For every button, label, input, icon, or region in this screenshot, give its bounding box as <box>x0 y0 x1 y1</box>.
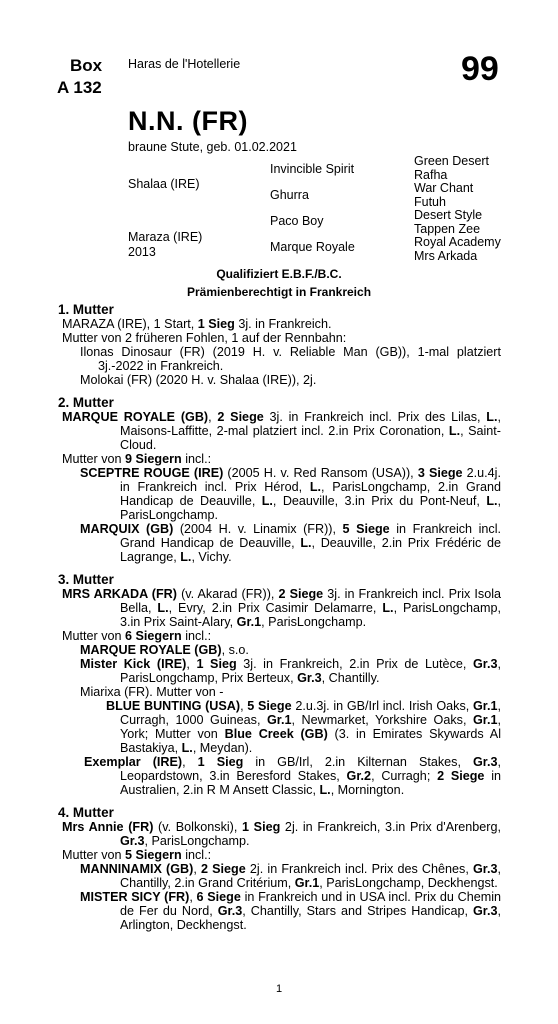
qualification-france: Prämienberechtigt in Frankreich <box>186 285 372 299</box>
entry-text: in Frankreich incl. Grand Handicap de Deauville, <box>120 522 501 550</box>
horse-description: braune Stute, geb. 01.02.2021 <box>128 140 297 154</box>
emphasis-text: Gr.1 <box>266 713 292 727</box>
entry-text: , Chantilly. <box>321 671 380 685</box>
family-entry <box>58 629 501 643</box>
entry-text: (2004 H. v. Linamix (FR)), <box>173 522 343 536</box>
pedigree-gen3-entry: Rafha <box>414 167 448 182</box>
entry-text: , Mornington. <box>330 783 405 797</box>
entry-text: , ParisLongchamp. <box>261 615 367 629</box>
section-title: 4. Mutter <box>58 805 114 820</box>
entry-text: , ParisLongchamp, Deckhengst. <box>319 876 498 890</box>
emphasis-text: 2 Siege <box>437 769 485 783</box>
emphasis-text: L. <box>486 410 498 424</box>
entry-text: , s.o. <box>221 643 249 657</box>
entry-text: Miarixa (FR). Mutter von - <box>80 685 224 699</box>
entry-text: in GB/Irl, 2.in Kilternan Stakes, <box>243 755 473 769</box>
family-entry <box>58 643 501 657</box>
emphasis-text: MARQUIX (GB) <box>80 522 174 536</box>
emphasis-text: Mrs Annie (FR) <box>62 820 154 834</box>
entry-text: 3j. in Frankreich incl. Prix des Lilas, <box>263 410 487 424</box>
section-gap <box>58 564 501 573</box>
pedigree-gen3-entry: Mrs Arkada <box>414 248 478 263</box>
entry-text: , <box>186 657 197 671</box>
family-entry <box>58 466 501 522</box>
entry-text: incl.: <box>181 452 212 466</box>
family-entry <box>58 699 501 755</box>
family-entry <box>58 410 501 452</box>
emphasis-text: Gr.3 <box>297 671 322 685</box>
entry-text: (3. in Emirates Skywards Al Bastakiya, <box>120 727 501 755</box>
emphasis-text: Exemplar (IRE) <box>84 755 183 769</box>
page-number: 1 <box>275 983 283 995</box>
entry-text: incl.: <box>181 848 212 862</box>
pedigree-dam-year: 2013 <box>128 245 156 259</box>
entry-text: Molokai (FR) (2020 H. v. Shalaa (IRE)), 2j. <box>80 373 317 387</box>
emphasis-text: L. <box>261 494 273 508</box>
section-title: 1. Mutter <box>58 302 114 317</box>
emphasis-text: 6 Siege <box>196 890 241 904</box>
emphasis-text: L. <box>319 783 331 797</box>
entry-text: , Maisons-Laffitte, 2-mal platziert incl. 2.in Prix Coronation, <box>120 410 501 438</box>
section-title: 3. Mutter <box>58 572 114 587</box>
entry-text: Mutter von <box>62 629 125 643</box>
entry-text: , Newmarket, Yorkshire Oaks, <box>291 713 473 727</box>
emphasis-text: L. <box>157 601 169 615</box>
family-entry <box>58 657 501 685</box>
entry-text: Mutter von <box>62 848 125 862</box>
family-entry <box>58 452 501 466</box>
breeder-name: Haras de l'Hotellerie <box>128 57 241 71</box>
emphasis-text: Gr.1 <box>236 615 262 629</box>
family-details <box>58 303 501 932</box>
emphasis-text: MANNINAMIX (GB) <box>80 862 194 876</box>
pedigree-dam-sire: Paco Boy <box>270 214 324 228</box>
emphasis-text: Gr.3 <box>473 904 498 918</box>
pedigree-sire: Shalaa (IRE) <box>128 177 200 191</box>
entry-text: , <box>193 862 201 876</box>
emphasis-text: Gr.2 <box>346 769 372 783</box>
emphasis-text: Gr.3 <box>217 904 243 918</box>
entry-text: 3j. in Frankreich. <box>234 317 332 331</box>
pedigree-sire-sire: Invincible Spirit <box>270 162 355 176</box>
emphasis-text: Gr.3 <box>472 657 498 671</box>
family-entry <box>58 331 501 345</box>
emphasis-text: 1 Sieg <box>242 820 281 834</box>
pedigree-sire-dam: Ghurra <box>270 188 309 202</box>
entry-text: 3j. in Frankreich incl. Prix Isola Bella, <box>120 587 501 615</box>
entry-text: in Frankreich und in USA incl. Prix du Chemin de Fer du Nord, <box>120 890 501 918</box>
family-entry <box>58 862 501 890</box>
emphasis-text: MRS ARKADA (FR) <box>62 587 177 601</box>
entry-text: , Deauville, 2.in Prix Frédéric de Lagrange, <box>120 536 501 564</box>
entry-text: , Deauville, 3.in Prix du Pont-Neuf, <box>272 494 487 508</box>
family-entry <box>58 373 501 387</box>
emphasis-text: 3 Siege <box>417 466 463 480</box>
emphasis-text: 5 Siegern <box>125 848 182 862</box>
entry-text: , Curragh, 1000 Guineas, <box>120 699 502 727</box>
emphasis-text: 5 Siege <box>247 699 292 713</box>
emphasis-text: 1 Sieg <box>196 657 237 671</box>
pedigree-gen3 <box>414 155 501 263</box>
entry-text: , Chantilly, Stars and Stripes Handicap, <box>242 904 473 918</box>
entry-text: 2j. in Frankreich incl. Prix des Chênes, <box>245 862 473 876</box>
lot-number: 99 <box>461 50 499 88</box>
emphasis-text: 2 Siege <box>200 862 246 876</box>
pedigree-gen3-entry: Desert Style <box>414 208 483 222</box>
emphasis-text: MARQUE ROYALE (GB) <box>80 643 222 657</box>
emphasis-text: SCEPTRE ROUGE (IRE) <box>80 466 224 480</box>
entry-text: , <box>189 890 197 904</box>
emphasis-text: L. <box>382 601 394 615</box>
emphasis-text: Gr.1 <box>473 699 498 713</box>
section-gap <box>58 387 501 396</box>
horse-name: N.N. (FR) <box>128 106 248 136</box>
entry-text: , ParisLongchamp. <box>144 834 250 848</box>
emphasis-text: L. <box>309 480 322 494</box>
entry-text: , ParisLongchamp. <box>120 494 502 522</box>
entry-text: (2005 H. v. Red Ransom (USA)), <box>223 466 418 480</box>
entry-text: , <box>208 410 218 424</box>
entry-text: , Arlington, Deckhengst. <box>120 904 502 932</box>
emphasis-text: L. <box>300 536 312 550</box>
entry-text: 2.u.4j. in Frankreich incl. Prix Hérod, <box>120 466 501 494</box>
entry-text: incl.: <box>181 629 212 643</box>
emphasis-text: Gr.1 <box>294 876 320 890</box>
emphasis-text: Gr.3 <box>472 755 498 769</box>
emphasis-text: 2 Siege <box>217 410 264 424</box>
emphasis-text: MARQUE ROYALE (GB) <box>62 410 209 424</box>
entry-text: , <box>182 755 198 769</box>
section-title: 2. Mutter <box>58 395 114 410</box>
box-number: A 132 <box>57 78 102 97</box>
emphasis-text: 6 Siegern <box>125 629 182 643</box>
entry-text: , Meydan). <box>192 741 253 755</box>
entry-text: , Vichy. <box>191 550 232 564</box>
pedigree-gen3-entry: Green Desert <box>414 154 490 168</box>
entry-text: , <box>240 699 248 713</box>
emphasis-text: 2 Siege <box>278 587 324 601</box>
family-entry <box>58 317 501 331</box>
pedigree-dam-dam: Marque Royale <box>270 240 355 254</box>
entry-text: Ilonas Dinosaur (FR) (2019 H. v. Reliable Man (GB)), 1-mal platziert 3j.-2022 in Frankreich. <box>80 345 501 373</box>
entry-text: Mutter von 2 früheren Fohlen, 1 auf der Rennbahn: <box>62 331 347 345</box>
section-gap <box>58 797 501 806</box>
family-entry <box>58 345 501 373</box>
entry-text: 2.u.3j. in GB/Irl incl. Irish Oaks, <box>291 699 473 713</box>
family-entry <box>58 890 501 932</box>
pedigree-gen3-entry: Futuh <box>414 194 446 209</box>
family-entry <box>58 820 501 848</box>
entry-text: in Australien, 2.in R M Ansett Classic, <box>120 769 501 797</box>
emphasis-text: L. <box>180 550 192 564</box>
entry-text: , ParisLongchamp, Prix Berteux, <box>120 657 501 685</box>
entry-text: 3j. in Frankreich, 2.in Prix de Lutèce, <box>236 657 473 671</box>
family-entry <box>58 685 501 699</box>
pedigree-gen3-entry: Tappen Zee <box>414 221 481 236</box>
emphasis-text: Gr.3 <box>120 834 145 848</box>
emphasis-text: L. <box>486 494 498 508</box>
entry-text: 2j. in Frankreich, 3.in Prix d'Arenberg, <box>280 820 501 834</box>
entry-text: (v. Akarad (FR)), <box>176 587 279 601</box>
pedigree-dam: Maraza (IRE) <box>128 230 203 244</box>
entry-text: Mutter von <box>62 452 125 466</box>
entry-text: , Chantilly, 2.in Grand Critérium, <box>120 862 502 890</box>
entry-text: , Leopardstown, 3.in Beresford Stakes, <box>120 755 501 783</box>
emphasis-text: Gr.3 <box>473 862 498 876</box>
entry-text: , Evry, 2.in Prix Casimir Delamarre, <box>168 601 383 615</box>
emphasis-text: 1 Sieg <box>197 317 235 331</box>
emphasis-text: 5 Siege <box>342 522 390 536</box>
emphasis-text: L. <box>181 741 193 755</box>
family-entry <box>58 848 501 862</box>
emphasis-text: Blue Creek (GB) <box>224 727 328 741</box>
emphasis-text: MISTER SICY (FR) <box>80 890 190 904</box>
qualification-ebf: Qualifiziert E.B.F./B.C. <box>216 267 342 281</box>
entry-text: MARAZA (IRE), 1 Start, <box>62 317 198 331</box>
emphasis-text: 1 Sieg <box>197 755 244 769</box>
family-entry <box>58 587 501 629</box>
emphasis-text: Mister Kick (IRE) <box>80 657 187 671</box>
pedigree-gen3-entry: Royal Academy <box>414 235 501 249</box>
emphasis-text: BLUE BUNTING (USA) <box>106 699 241 713</box>
emphasis-text: Gr.1 <box>472 713 498 727</box>
entry-text: , Saint-Cloud. <box>120 424 501 452</box>
emphasis-text: 9 Siegern <box>125 452 182 466</box>
entry-text: , Curragh; <box>371 769 438 783</box>
box-label: Box <box>70 56 103 75</box>
emphasis-text: L. <box>448 424 461 438</box>
entry-text: , York; Mutter von <box>120 713 501 741</box>
entry-text: , ParisLongchamp, 3.in Prix Saint-Alary, <box>120 601 501 629</box>
entry-text: (v. Bolkonski), <box>153 820 243 834</box>
entry-text: , ParisLongchamp, 2.in Grand Handicap de Deauville, <box>120 480 502 508</box>
pedigree-gen3-entry: War Chant <box>414 181 474 195</box>
family-entry <box>58 755 501 797</box>
family-entry <box>58 522 501 564</box>
